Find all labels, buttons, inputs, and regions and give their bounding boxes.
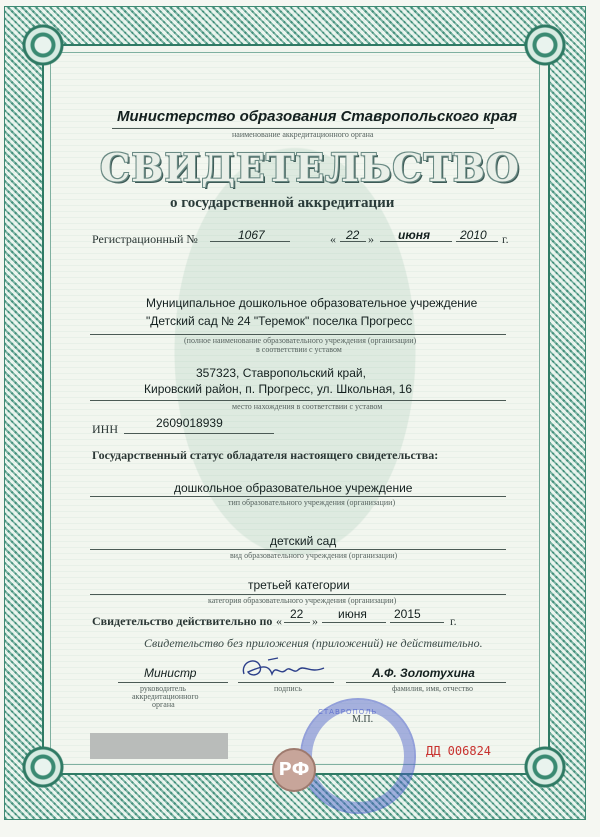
signature-caption: подпись	[274, 684, 302, 693]
validity-label: Свидетельство действительно по	[92, 614, 273, 628]
registration-year: 2010	[460, 228, 487, 242]
handwritten-signature-icon	[238, 652, 328, 686]
inn-label: ИНН	[92, 422, 118, 436]
document-title: СВИДЕТЕЛЬСТВО	[100, 145, 520, 190]
corner-rosette-icon	[20, 22, 66, 68]
validity-quote-open: «	[276, 614, 282, 628]
signatory-position-caption-1: руководитель	[140, 684, 186, 693]
organization-line2: "Детский сад № 24 "Теремок" поселка Прогресс	[146, 314, 413, 328]
organization-caption-line2: в соответствии с уставом	[256, 345, 342, 354]
validity-note: Свидетельство без приложения (приложений) не действительно.	[144, 636, 483, 650]
registration-quote-close: »	[368, 232, 374, 246]
status-heading: Государственный статус обладателя настоящего свидетельства:	[92, 448, 439, 462]
registration-label: Регистрационный №	[92, 232, 198, 246]
registration-month-underline	[380, 241, 452, 242]
institution-kind-underline	[90, 549, 506, 550]
inn-underline	[124, 433, 274, 434]
registration-year-underline	[456, 241, 498, 242]
signatory-name-underline	[346, 682, 506, 683]
registration-day-underline	[340, 241, 366, 242]
registration-year-suffix: г.	[502, 232, 509, 246]
signatory-position-caption-3: органа	[152, 700, 175, 709]
inn-value: 2609018939	[156, 416, 223, 430]
signatory-name: А.Ф. Золотухина	[372, 666, 475, 680]
signatory-position: Министр	[144, 666, 197, 680]
institution-kind-caption: вид образовательного учреждения (организации)	[230, 551, 398, 560]
registration-month: июня	[398, 228, 431, 242]
registration-number-underline	[210, 241, 290, 242]
institution-type-caption: тип образовательного учреждения (организации)	[228, 498, 396, 507]
issuer-caption: наименование аккредитационного органа	[232, 130, 374, 139]
institution-type-underline	[90, 496, 506, 497]
signatory-position-caption-2: аккредитационного	[132, 692, 199, 701]
address-line2: Кировский район, п. Прогресс, ул. Школьная, 16	[144, 382, 413, 396]
registration-day: 22	[346, 228, 360, 242]
redacted-area	[90, 733, 228, 759]
signatory-name-caption: фамилия, имя, отчество	[392, 684, 473, 693]
corner-rosette-icon	[20, 744, 66, 790]
signature-underline	[238, 682, 334, 683]
address-line1: 357323, Ставропольский край,	[196, 366, 366, 380]
organization-caption-line1: (полное наименование образовательного учреждения (организации)	[184, 336, 417, 345]
validity-month-underline	[322, 622, 386, 623]
issuer-name: Министерство образования Ставропольского края	[117, 108, 518, 125]
serial-number: ДД 006824	[426, 744, 492, 758]
validity-quote-close: »	[312, 614, 318, 628]
address-underline	[90, 400, 506, 401]
registration-quote-open: «	[330, 232, 336, 246]
institution-type-value: дошкольное образовательное учреждение	[174, 481, 413, 495]
organization-underline	[90, 334, 506, 335]
validity-day-underline	[284, 622, 310, 623]
rf-emblem-text: РФ	[278, 759, 310, 780]
address-caption: место нахождения в соответствии с уставом	[232, 402, 383, 411]
institution-category-underline	[90, 594, 506, 595]
corner-rosette-icon	[522, 744, 568, 790]
seal-place-label: М.П.	[352, 714, 374, 725]
document-subtitle: о государственной аккредитации	[170, 195, 395, 211]
corner-rosette-icon	[522, 22, 568, 68]
validity-year-underline	[390, 622, 444, 623]
validity-year: 2015	[394, 607, 421, 621]
issuer-underline	[112, 128, 494, 129]
signatory-position-underline	[118, 682, 228, 683]
institution-category-caption: категория образовательного учреждения (организации)	[208, 596, 397, 605]
validity-month: июня	[338, 607, 367, 621]
institution-kind-value: детский сад	[270, 534, 337, 548]
registration-number: 1067	[238, 228, 265, 242]
organization-line1: Муниципальное дошкольное образовательное учреждение	[146, 296, 478, 310]
validity-year-suffix: г.	[450, 614, 457, 628]
rf-emblem-icon	[272, 748, 316, 792]
institution-category-value: третьей категории	[248, 578, 350, 592]
seal-text: СТАВРОПОЛЬ	[318, 708, 378, 716]
validity-day: 22	[290, 607, 304, 621]
